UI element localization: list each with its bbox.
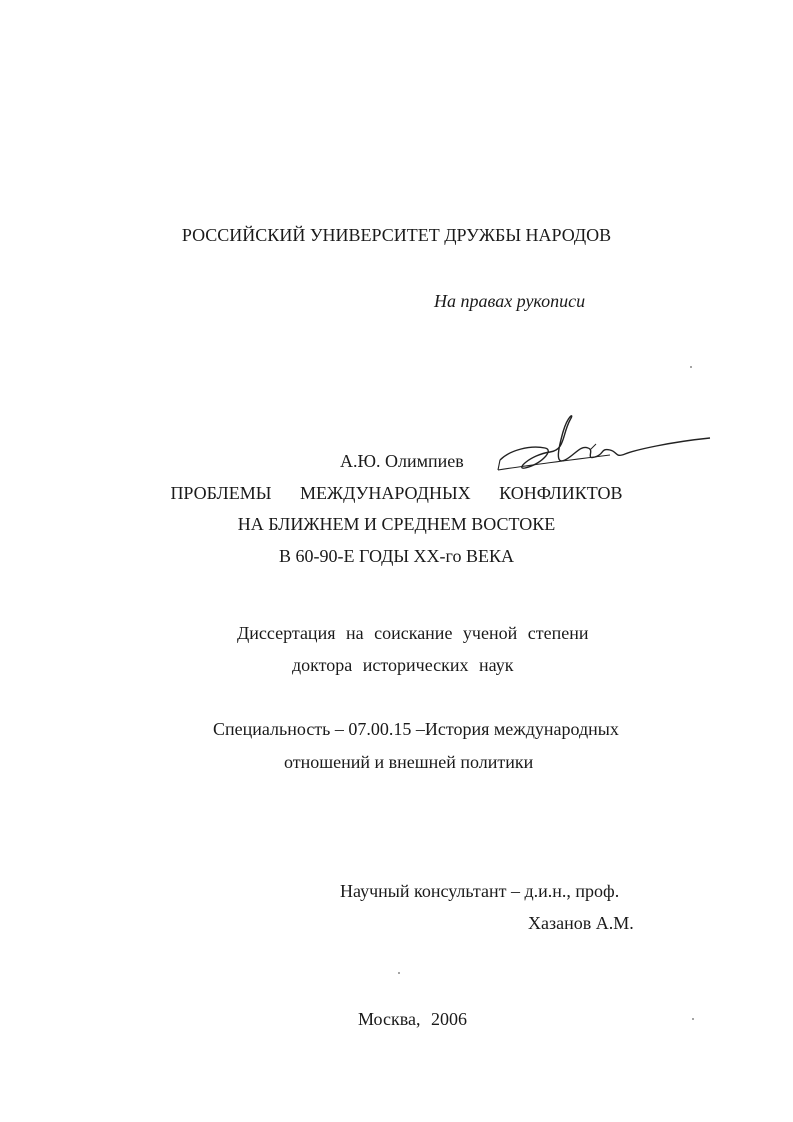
specialty-line-1: Специальность – 07.00.15 –История международных xyxy=(213,719,619,739)
scan-speck xyxy=(398,972,400,974)
title-line-2: НА БЛИЖНЕМ И СРЕДНЕМ ВОСТОКЕ xyxy=(237,514,556,534)
title-line-1: ПРОБЛЕМЫ МЕЖДУНАРОДНЫХ КОНФЛИКТОВ xyxy=(170,483,623,503)
advisor-line-1: Научный консультант – д.и.н., проф. xyxy=(340,881,620,901)
manuscript-note: На правах рукописи xyxy=(434,291,586,311)
degree-line-1: Диссертация на соискание ученой степени xyxy=(237,623,589,643)
advisor-name: Хазанов А.М. xyxy=(528,913,634,933)
title-line-3: В 60-90-Е ГОДЫ XX-го ВЕКА xyxy=(279,546,514,566)
scan-speck xyxy=(692,1018,694,1020)
author-name: А.Ю. Олимпиев xyxy=(340,451,464,471)
place-year: Москва, 2006 xyxy=(358,1009,467,1029)
author-signature xyxy=(470,410,715,485)
specialty-line-2: отношений и внешней политики xyxy=(284,752,534,772)
scan-speck xyxy=(690,366,692,368)
degree-line-2: доктора исторических наук xyxy=(292,655,514,675)
university-name: РОССИЙСКИЙ УНИВЕРСИТЕТ ДРУЖБЫ НАРОДОВ xyxy=(181,225,612,245)
